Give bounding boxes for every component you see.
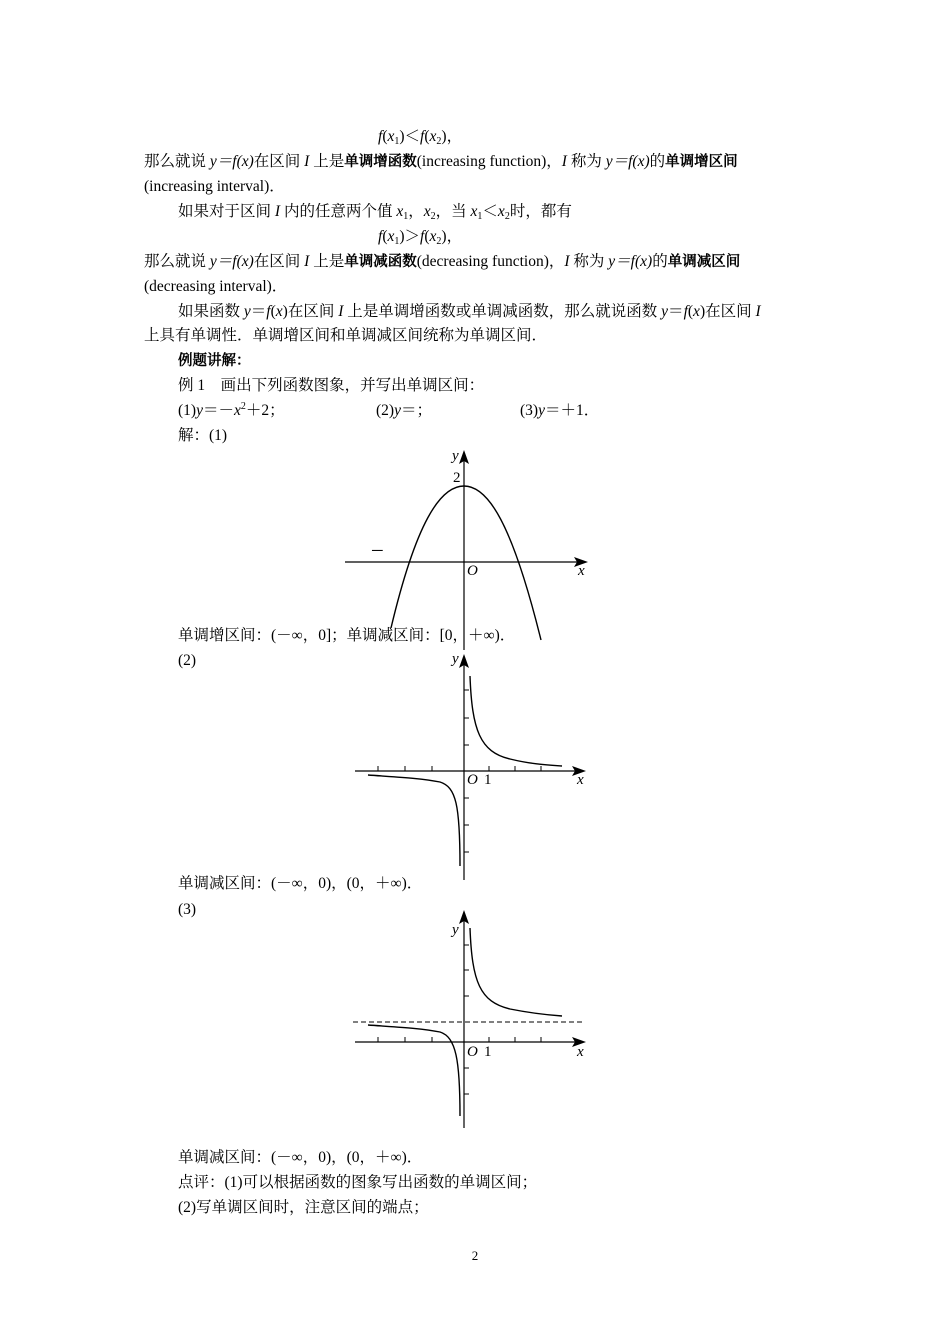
term-increasing-function: 单调增函数: [344, 154, 417, 170]
solution-1-label: 解：(1): [178, 427, 228, 444]
example-1-part-1: $(1)y=-x^2+2$；: [178, 401, 285, 419]
increasing-interval-en: (increasing interval)．: [144, 178, 285, 195]
interval-result-2: 单调减区间：(－∞，0)，(0，＋∞)．: [178, 875, 423, 892]
text: I: [304, 253, 310, 270]
text: I: [561, 153, 567, 170]
text: y＝f(x): [209, 153, 254, 170]
text: 的: [649, 153, 666, 170]
condition-line: 如果对于区间 I 内的任意两个值 $x_1$，$x_2$，当 $x_1<x_2$时，都有: [178, 203, 572, 222]
y-axis-label: y: [452, 922, 459, 938]
text: I: [304, 153, 310, 170]
term-decreasing-function: 单调减函数: [344, 254, 417, 270]
y-tick-2: 2: [453, 470, 461, 486]
comment-2: (2)写单调区间时，注意区间的端点；: [178, 1199, 429, 1216]
x-tick-1: 1: [484, 1044, 492, 1060]
monotonic-definition-line: 如果函数 y＝f(x)在区间 I 上是单调增函数或单调减函数，那么就说函数 y＝f(x)在区间 I: [178, 303, 761, 320]
text: y＝f(x): [605, 153, 650, 170]
text: 的: [652, 253, 668, 270]
examples-heading: 例题讲解：: [178, 353, 251, 369]
inequality-decreasing: $f(x_1)>f(x_2)$，: [378, 228, 463, 247]
text: (decreasing function)，: [416, 253, 565, 270]
origin-label: O: [467, 772, 478, 788]
example-1-prompt: 例 1 画出下列函数图象，并写出单调区间：: [178, 377, 485, 394]
term-increasing-interval: 单调增区间: [665, 154, 738, 170]
text: 那么就说: [144, 253, 210, 270]
side-mark: ─: [372, 543, 383, 559]
x-axis-label: x: [577, 772, 584, 788]
text: 上是: [309, 253, 345, 270]
x-axis-label: x: [577, 1044, 584, 1060]
curve-right-branch: [470, 928, 562, 1016]
text: 上是: [309, 153, 345, 170]
text: 在区间: [253, 253, 305, 270]
x-axis-label: x: [578, 563, 585, 579]
x-tick-1: 1: [484, 772, 492, 788]
example-1-part-3: (3)y＝＋1．: [520, 402, 600, 419]
text: 那么就说: [144, 153, 210, 170]
y-ticks: [464, 945, 469, 1094]
monotonic-summary: 上具有单调性．单调增区间和单调减区间统称为单调区间．: [144, 327, 548, 344]
page-number: 2: [471, 1248, 479, 1263]
origin-label: O: [467, 563, 478, 579]
solution-3-label: (3): [178, 901, 197, 918]
text: y＝f(x): [608, 253, 653, 270]
y-axis-label: y: [452, 448, 459, 464]
curve-left-branch: [368, 1025, 460, 1116]
inequality-increasing: $f(x_1)<f(x_2)$，: [378, 128, 463, 147]
text: (increasing function)，: [416, 153, 562, 170]
y-axis-label: y: [452, 651, 459, 667]
text: I: [564, 253, 570, 270]
interval-result-1: 单调增区间：(－∞，0]；单调减区间：[0，＋∞)．: [178, 627, 516, 644]
text: 称为: [569, 253, 609, 270]
text: 在区间: [253, 153, 305, 170]
term-decreasing-interval: 单调减区间: [667, 254, 741, 270]
text: y＝f(x): [209, 253, 254, 270]
text: 称为: [566, 153, 606, 170]
solution-2-label: (2): [178, 652, 197, 669]
comment-1: 点评：(1)可以根据函数的图象写出函数的单调区间；: [178, 1174, 538, 1191]
example-1-part-2: (2)y＝；: [376, 402, 432, 419]
origin-label: O: [467, 1044, 478, 1060]
x-ticks: [378, 1037, 541, 1042]
interval-result-3: 单调减区间：(－∞，0)，(0，＋∞)．: [178, 1149, 423, 1166]
decreasing-interval-en: (decreasing interval)．: [144, 278, 288, 295]
